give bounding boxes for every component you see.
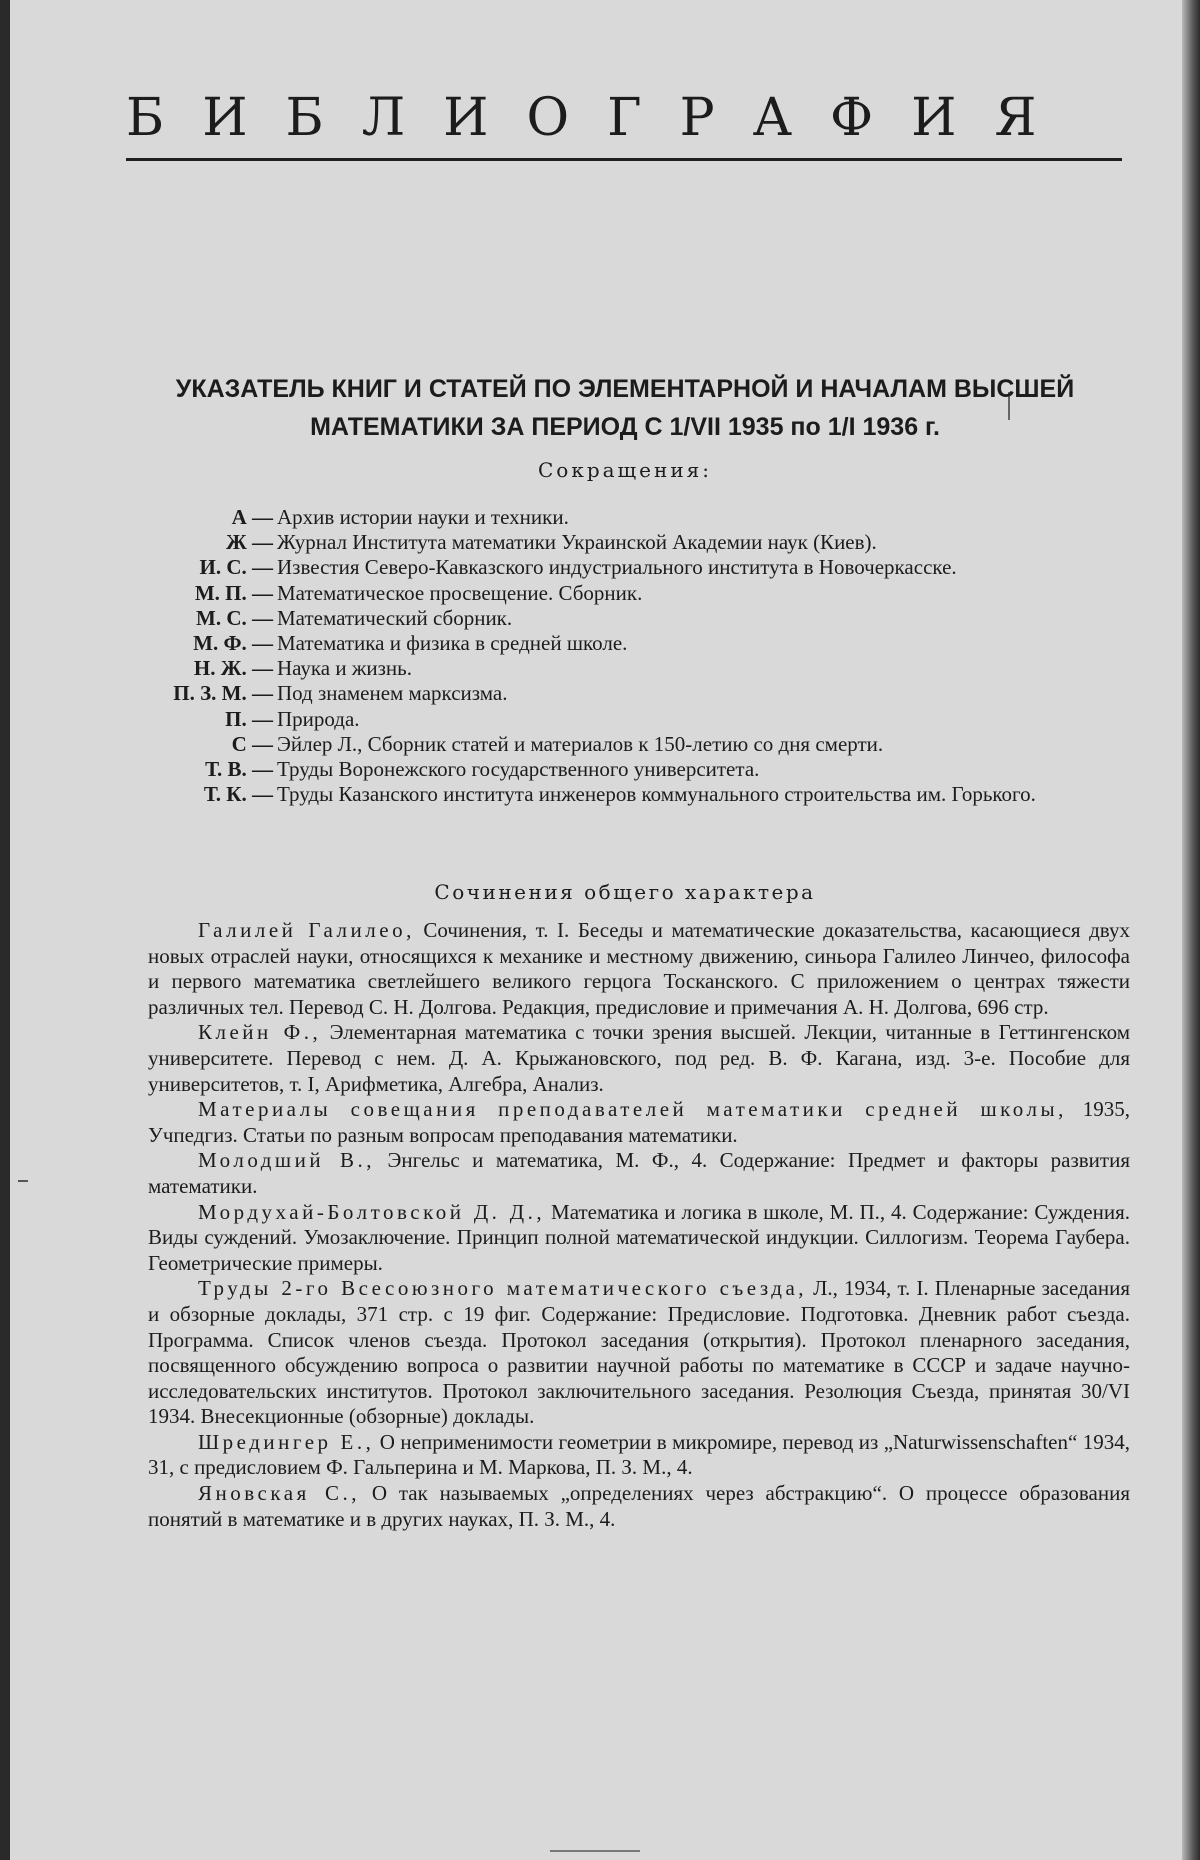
abbreviation-key: М. П. — <box>194 580 273 605</box>
abbreviation-item <box>135 656 1130 681</box>
entry-text: Энгельс и математика, М. Ф., 4. Содержание: Предмет и факторы развития математики. <box>148 1148 1130 1198</box>
abbreviation-item <box>135 707 1130 732</box>
entry-text: Математика и логика в школе, М. П., 4. Содержание: Суждения. Виды суждений. Умозаключение. Принцип полной математической индукции. Силлогизм. Теорема Гаубера. Геометрические примеры. <box>148 1199 1130 1275</box>
scanned-page <box>10 0 1182 1860</box>
entry-author: Мордухай-Болтовской Д. Д., <box>198 1199 546 1224</box>
abbreviation-desc: Архив истории науки и техники. <box>277 505 569 529</box>
entry-text: Л., 1934, т. I. Пленарные заседания и обзорные доклады, 371 стр. с 19 фиг. Содержание: Предисловие. Подготовка. Дневник работ съезда. Программа. Список членов съезда. Протокол заседания (открытия). Протокол пленарного заседания, посвященного обсуждению вопроса о развитии научной работы по математике в СССР и задаче научно-исследовательских институтов. Протокол заключительного заседания. Резолюция Съезда, принятая 30/VI 1934. Внесекционные (обзорные) доклады. <box>148 1276 1130 1429</box>
entry-text: Сочинения, т. I. Беседы и математические доказательства, касающиеся двух новых отраслей науки, относящихся к механике и местному движению, синьора Галилео Линчео, философа и первого математика светлейшего великого герцога Тосканского. С приложением о центрах тяжести различных тел. Перевод С. Н. Долгова. Редакция, предисловие и примечания А. Н. Долгова, 696 стр. <box>148 918 1130 1019</box>
entry-author: Шредингер Е., <box>198 1429 375 1454</box>
abbreviation-desc: Наука и жизнь. <box>277 656 412 681</box>
title-line-1: УКАЗАТЕЛЬ КНИГ И СТАТЕЙ ПО ЭЛЕМЕНТАРНОЙ И НАЧАЛАМ ВЫСШЕЙ <box>175 375 1075 403</box>
running-header <box>126 88 1122 161</box>
abbreviation-item <box>135 631 1130 656</box>
header-title: БИБЛИОГРАФИЯ <box>126 88 1075 148</box>
abbreviation-item <box>135 606 1130 631</box>
abbreviation-desc: Математическое просвещение. Сборник. <box>277 580 643 605</box>
title-line-2: МАТЕМАТИКИ ЗА ПЕРИОД С 1/VII 1935 по 1/I 1936 г. <box>310 413 940 441</box>
abbreviation-desc: Журнал Института математики Украинской Академии наук (Киев). <box>277 530 877 555</box>
abbreviation-item <box>135 555 1130 580</box>
bibliography-entry <box>148 1020 1130 1097</box>
abbreviation-key: С — <box>231 731 273 756</box>
abbreviation-key: М. С. — <box>196 605 273 630</box>
abbreviation-item <box>135 782 1130 807</box>
abbreviation-desc: Труды Воронежского государственного университета. <box>277 757 760 782</box>
abbreviation-desc: Под знаменем марксизма. <box>277 681 508 706</box>
abbreviation-key: А — <box>231 505 273 529</box>
abbreviation-desc: Известия Северо-Кавказского индустриального института в Новочеркасске. <box>277 555 957 580</box>
margin-mark <box>18 1180 28 1182</box>
abbreviation-key: Ж — <box>225 530 273 555</box>
entry-text: 1935, Учпедгиз. Статьи по разным вопросам преподавания математики. <box>148 1097 1130 1147</box>
page-title <box>130 370 1120 446</box>
abbreviation-key: И. С. — <box>199 555 273 580</box>
abbreviation-desc: Математический сборник. <box>277 605 513 630</box>
abbreviation-desc: Эйлер Л., Сборник статей и материалов к 150-летию со дня смерти. <box>277 731 884 756</box>
bibliography-entry <box>148 1481 1130 1532</box>
bibliography-entry <box>148 918 1130 1020</box>
abbreviation-item <box>135 757 1130 782</box>
abbreviation-key: П. — <box>225 706 273 731</box>
abbreviation-desc: Математика и физика в средней школе. <box>277 631 628 656</box>
bibliography-entry <box>148 1200 1130 1277</box>
entry-author: Молодший В., <box>198 1148 376 1173</box>
abbreviation-item <box>135 505 1130 530</box>
abbreviation-key: Т. К. — <box>203 782 273 807</box>
abbreviation-desc: Природа. <box>277 706 360 731</box>
abbreviations-heading: Сокращения: <box>537 458 712 482</box>
abbreviation-key: Т. В. — <box>205 757 273 782</box>
abbreviation-item <box>135 732 1130 757</box>
bibliography-entry <box>148 1430 1130 1481</box>
abbreviation-key: М. Ф. — <box>193 631 273 656</box>
entry-text: О неприменимости геометрии в микромире, перевод из „Naturwissenschaften“ 1934, 31, с предисловием Ф. Гальперина и М. Маркова, П. З. М., 4. <box>148 1429 1131 1480</box>
bibliography-entry <box>148 1276 1130 1430</box>
abbreviation-key: Н. Ж. — <box>193 656 273 681</box>
bibliography-entries <box>148 918 1130 1532</box>
abbreviation-desc: Труды Казанского института инженеров коммунального строительства им. Горького. <box>277 782 1036 807</box>
section-heading: Сочинения общего характера <box>434 880 816 904</box>
abbreviation-item <box>135 681 1130 706</box>
entry-author: Яновская С., <box>198 1481 361 1506</box>
bibliography-entry <box>148 1148 1130 1199</box>
bibliography-entry <box>148 1097 1130 1148</box>
entry-author: Галилей Галилео, <box>198 918 415 942</box>
entry-text: Элементарная математика с точки зрения высшей. Лекции, читанные в Геттингенском университете. Перевод с нем. Д. А. Крыжановского, под ред. В. Ф. Кагана, изд. 3-е. Пособие для университетов, т. I, Арифметика, Алгебра, Анализ. <box>148 1020 1130 1096</box>
entry-text: О так называемых „определениях через абстракцию“. О процессе образования понятий в математике и в других науках, П. З. М., 4. <box>148 1481 1131 1531</box>
abbreviation-item <box>135 530 1130 555</box>
bottom-smudge <box>550 1850 640 1852</box>
abbreviation-key: П. З. М. — <box>173 681 273 706</box>
entry-author: Клейн Ф., <box>198 1020 322 1045</box>
entry-author: Труды 2-го Всесоюзного математического съезда, <box>198 1276 808 1301</box>
abbreviation-item <box>135 581 1130 606</box>
page-edge-shadow <box>1182 0 1200 1860</box>
abbreviations-list <box>135 505 1130 807</box>
entry-author: Материалы совещания преподавателей математики средней школы, <box>198 1097 1067 1122</box>
